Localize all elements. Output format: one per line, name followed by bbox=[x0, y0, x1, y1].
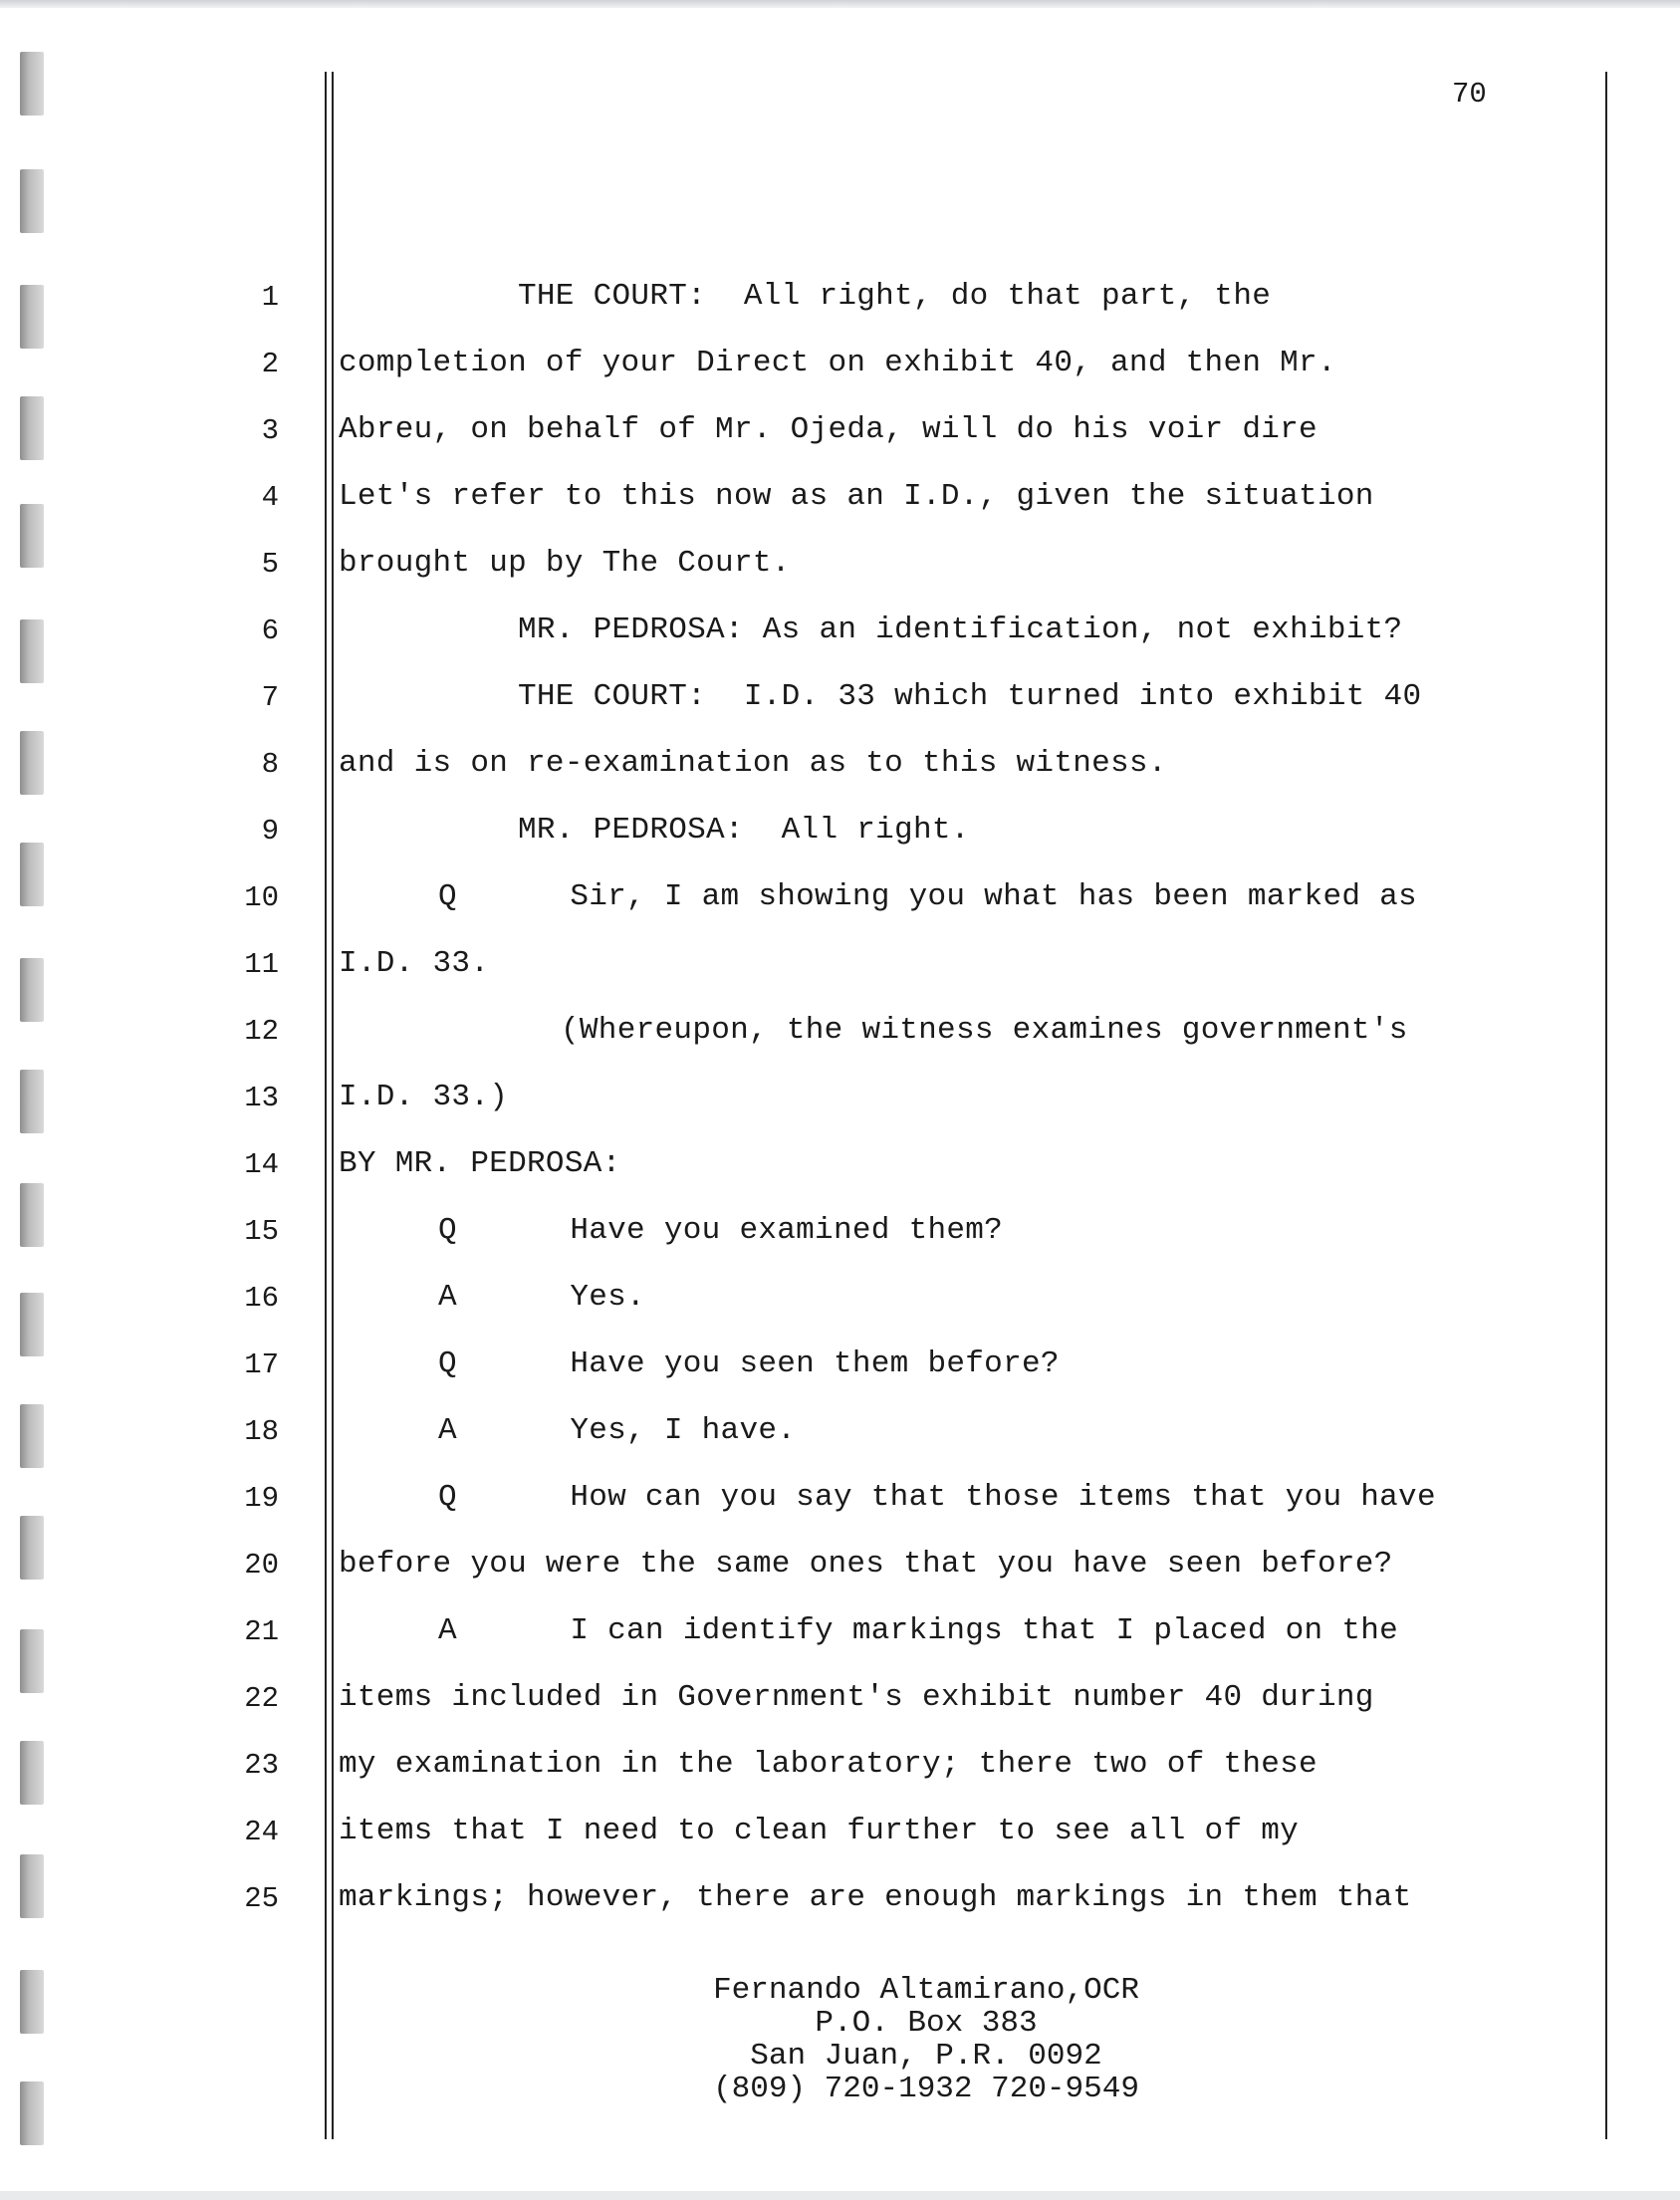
line-number: 14 bbox=[244, 1148, 279, 1181]
court-reporter-footer bbox=[558, 1974, 1295, 2105]
transcript-line: markings; however, there are enough markings in them that bbox=[339, 1880, 1412, 1915]
line-number: 4 bbox=[261, 481, 279, 514]
line-number: 24 bbox=[244, 1816, 279, 1848]
line-number: 16 bbox=[244, 1282, 279, 1315]
reporter-phone: (809) 720-1932 720-9549 bbox=[713, 2072, 1139, 2106]
scan-top-edge bbox=[0, 0, 1680, 8]
transcript-line: (Whereupon, the witness examines government's bbox=[561, 1013, 1408, 1048]
transcript-line: items that I need to clean further to see all of my bbox=[339, 1814, 1300, 1848]
left-margin-rule-outer bbox=[325, 72, 327, 2139]
line-number: 5 bbox=[261, 548, 279, 581]
transcript-line: and is on re-examination as to this witness. bbox=[339, 746, 1167, 781]
line-number: 20 bbox=[244, 1549, 279, 1582]
transcript-line: BY MR. PEDROSA: bbox=[339, 1146, 621, 1181]
reporter-city: San Juan, P.R. 0092 bbox=[750, 2039, 1102, 2074]
line-number: 6 bbox=[261, 614, 279, 647]
transcript-line: Q Have you seen them before? bbox=[438, 1346, 1060, 1381]
line-number: 17 bbox=[244, 1348, 279, 1381]
line-number: 12 bbox=[244, 1015, 279, 1048]
transcript-line: my examination in the laboratory; there two of these bbox=[339, 1747, 1318, 1782]
line-number: 18 bbox=[244, 1415, 279, 1448]
right-margin-rule bbox=[1605, 72, 1607, 2139]
transcript-line: Q Sir, I am showing you what has been marked as bbox=[438, 879, 1417, 914]
transcript-line: items included in Government's exhibit number 40 during bbox=[339, 1680, 1374, 1715]
line-number: 10 bbox=[244, 881, 279, 914]
transcript-line: I.D. 33. bbox=[339, 946, 490, 981]
line-number: 11 bbox=[244, 948, 279, 981]
reporter-po-box: P.O. Box 383 bbox=[815, 2006, 1038, 2041]
line-number: 23 bbox=[244, 1749, 279, 1782]
transcript-line: brought up by The Court. bbox=[339, 546, 791, 581]
line-number: 7 bbox=[261, 681, 279, 714]
line-number: 3 bbox=[261, 414, 279, 447]
transcript-line: THE COURT: I.D. 33 which turned into exhibit 40 bbox=[518, 679, 1422, 714]
transcript-line: A Yes, I have. bbox=[438, 1413, 797, 1448]
line-number: 15 bbox=[244, 1215, 279, 1248]
transcript-line: I.D. 33.) bbox=[339, 1080, 509, 1114]
transcript-line: MR. PEDROSA: All right. bbox=[518, 813, 970, 848]
scan-bottom-edge bbox=[0, 2191, 1680, 2200]
transcript-line: Abreu, on behalf of Mr. Ojeda, will do his voir dire bbox=[339, 412, 1318, 447]
transcript-line: Q How can you say that those items that you have bbox=[438, 1480, 1436, 1515]
transcript-line: Let's refer to this now as an I.D., given the situation bbox=[339, 479, 1374, 514]
transcript-line: before you were the same ones that you have seen before? bbox=[339, 1547, 1393, 1582]
transcript-line: A I can identify markings that I placed on the bbox=[438, 1613, 1399, 1648]
line-number: 2 bbox=[261, 348, 279, 380]
transcript-line: THE COURT: All right, do that part, the bbox=[518, 279, 1272, 314]
line-number: 21 bbox=[244, 1615, 279, 1648]
reporter-name: Fernando Altamirano,OCR bbox=[713, 1973, 1139, 2008]
line-number: 25 bbox=[244, 1882, 279, 1915]
transcript-line: completion of your Direct on exhibit 40, and then Mr. bbox=[339, 346, 1336, 380]
line-number: 8 bbox=[261, 748, 279, 781]
transcript-line: Q Have you examined them? bbox=[438, 1213, 1004, 1248]
line-number: 13 bbox=[244, 1082, 279, 1114]
line-number: 19 bbox=[244, 1482, 279, 1515]
transcript-line: MR. PEDROSA: As an identification, not exhibit? bbox=[518, 612, 1403, 647]
line-number: 22 bbox=[244, 1682, 279, 1715]
line-number: 9 bbox=[261, 815, 279, 848]
line-number: 1 bbox=[261, 281, 279, 314]
page-number: 70 bbox=[1452, 78, 1487, 111]
left-margin-rule-inner bbox=[332, 72, 334, 2139]
transcript-line: A Yes. bbox=[438, 1280, 645, 1315]
